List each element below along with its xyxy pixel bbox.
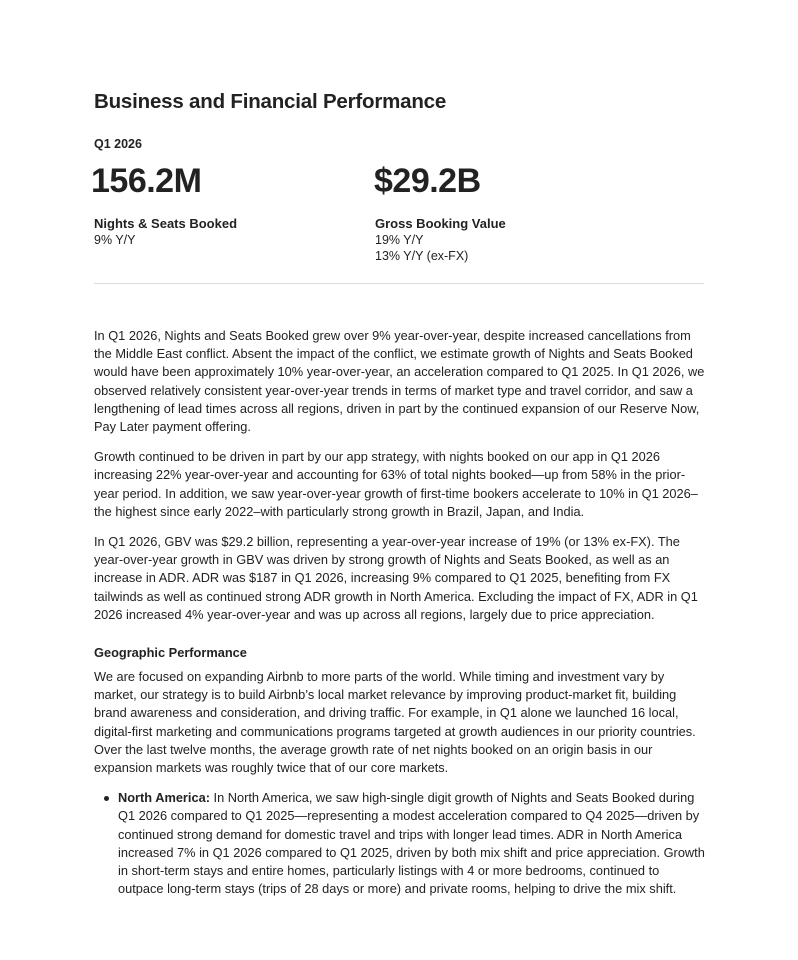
body-text [94,327,706,898]
body-paragraph: In Q1 2026, GBV was $29.2 billion, representing a year-over-year increase of 19% (or 13% ex-FX). The year-over-year growth in GBV was driven by strong growth of Nights and Seats Booked, as well as an increase in ADR. ADR was $187 in Q1 2026, increasing 9% compared to Q1 2025, benefiting from FX tailwinds as well as continued strong ADR growth in North America. Excluding the impact of FX, ADR in Q1 2026 increased 4% year-over-year and was up across all regions, largely due to price appreciation. [94,534,698,622]
page-title: Business and Financial Performance [94,90,447,113]
metric-label: Gross Booking Value [375,216,506,231]
metric-growth: 9% Y/Y [94,233,136,247]
section-heading: Geographic Performance [94,645,247,661]
bullet-label: North America: [118,790,210,806]
metric-value: 156.2M [91,162,202,200]
metric-growth-ex-fx: 13% Y/Y (ex-FX) [375,249,469,263]
metric-nights-seats [91,160,371,248]
body-paragraph: In Q1 2026, Nights and Seats Booked grew over 9% year-over-year, despite increased cancellations from the Middle East conflict. Absent the impact of the conflict, we estimate growth of Nights and Seats Booked would have been approximately 10% year-over-year, an acceleration compared to Q1 2025. In Q1 2026, we observed relatively consistent year-over-year trends in terms of market type and travel corridor, and saw a lengthening of lead times across all regions, driven in part by the continued expansion of our Reserve Now, Pay Later payment offering. [94,328,705,435]
list-item [118,789,706,898]
metric-label: Nights & Seats Booked [94,216,238,231]
section-divider [94,283,704,284]
metric-growth: 19% Y/Y [375,233,424,247]
geographic-intro: We are focused on expanding Airbnb to more parts of the world. While timing and investment vary by market, our strategy is to build Airbnb’s local market relevance by improving product-market fit, building brand awareness and consideration, and driving traffic. For example, in Q1 alone we launched 16 local, digital-first marketing and communications programs targeted at growth audiences in our priority countries. Over the last twelve months, the average growth rate of net nights booked on an origin basis in our expansion markets was roughly twice that of our core markets. [94,669,696,776]
metric-value: $29.2B [374,162,481,200]
bullet-list [94,789,706,898]
bullet-icon [104,796,109,801]
body-paragraph: Growth continued to be driven in part by our app strategy, with nights booked on our app in Q1 2026 increasing 22% year-over-year and accounting for 63% of total nights booked—up from 58% in the prior-year period. In addition, we saw year-over-year growth of first-time bookers accelerate to 10% in Q1 2026–the highest since early 2022–with particularly strong growth in Brazil, Japan, and India. [94,449,698,519]
period-label: Q1 2026 [94,137,142,151]
metric-gross-booking-value [374,160,654,264]
bullet-text: In North America, we saw high-single digit growth of Nights and Seats Booked during Q1 2026 compared to Q1 2025—representing a modest acceleration compared to Q4 2025—driven by continued strong demand for domestic travel and trips with longer lead times. ADR in North America increased 7% in Q1 2026 compared to Q1 2025, driven by both mix shift and price appreciation. Growth in short-term stays and entire homes, particularly listings with 4 or more bedrooms, continued to outpace long-term stays (trips of 28 days or more) and private rooms, helping to drive the mix shift. [118,790,705,897]
